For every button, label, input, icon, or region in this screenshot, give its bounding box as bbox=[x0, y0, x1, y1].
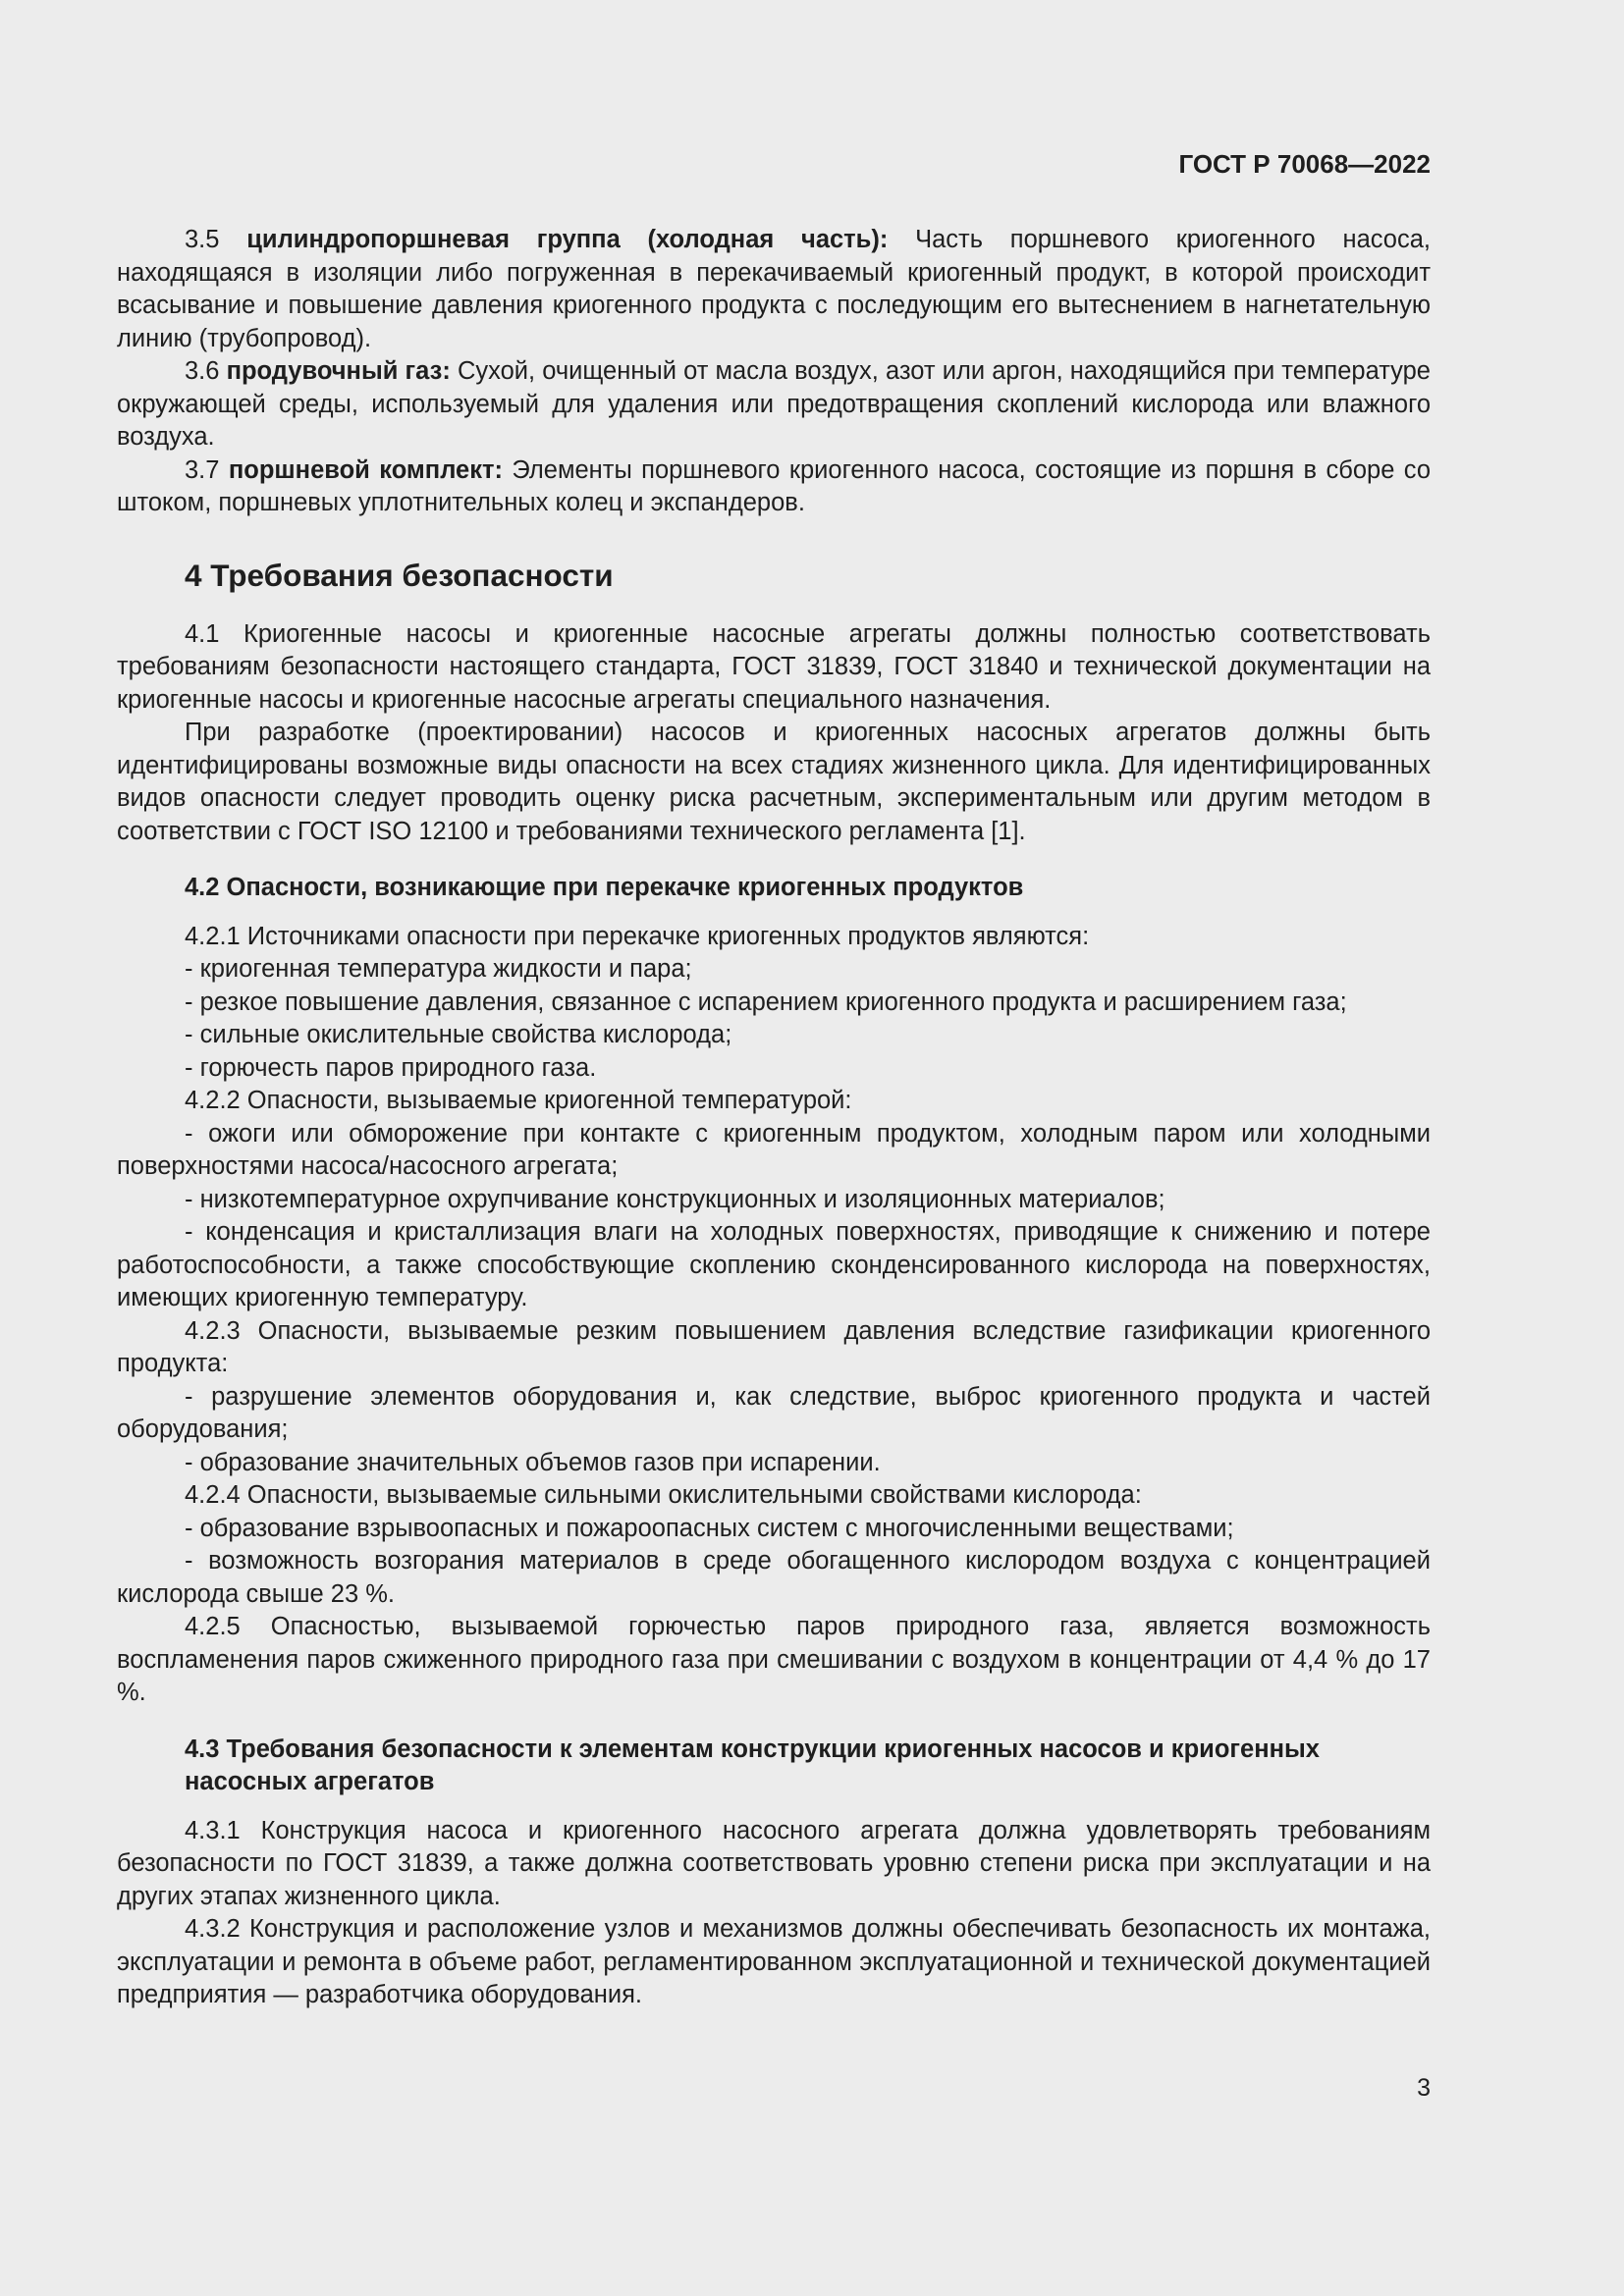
clause-number: 3.7 bbox=[185, 455, 220, 484]
list-item: - горючесть паров природного газа. bbox=[185, 1053, 597, 1082]
list-item: - низкотемпературное охрупчивание конструкционных и изоляционных материалов; bbox=[185, 1185, 1165, 1213]
list-item: - образование взрывоопасных и пожароопасных систем с многочисленными веществами; bbox=[185, 1514, 1234, 1542]
subsection-title-4-3: 4.3 Требования безопасности к элементам конструкции криогенных насосов и криогенных насосных агрегатов bbox=[185, 1735, 1320, 1795]
list-item: - возможность возгорания материалов в среде обогащенного кислородом воздуха с концентрацией кислорода свыше 23 %. bbox=[117, 1547, 1431, 1608]
paragraph-4-1: 4.1 Криогенные насосы и криогенные насосные агрегаты должны полностью соответствовать требованиям безопасности настоящего стандарта, ГОСТ 31839, ГОСТ 31840 и технической документации на криогенные насосы и криогенные насосные агрегаты специального назначения. bbox=[117, 619, 1431, 714]
list-item: - сильные окислительные свойства кислорода; bbox=[185, 1021, 732, 1048]
page-number: 3 bbox=[1417, 2074, 1431, 2102]
definition-3-6 bbox=[117, 355, 1431, 454]
paragraph: 4.2.1 Источниками опасности при перекачке криогенных продуктов являются: bbox=[185, 922, 1090, 950]
definition-text: Часть поршневого криогенного насоса, находящаяся в изоляции либо погруженная в перекачиваемый криогенный продукт, в которой происходит всасывание и повышение давления криогенного продукта с последующим его вытеснением в нагнетательную линию (трубопровод). bbox=[117, 226, 1431, 352]
document-body bbox=[117, 224, 1431, 2012]
term: поршневой комплект: bbox=[228, 455, 503, 484]
paragraph: 4.3.1 Конструкция насоса и криогенного насосного агрегата должна удовлетворять требованиям безопасности по ГОСТ 31839, а также должна соответствовать уровню степени риска при эксплуатации и на других этапах жизненного цикла. bbox=[117, 1816, 1431, 1910]
paragraph: 4.3.2 Конструкция и расположение узлов и механизмов должны обеспечивать безопасность их монтажа, эксплуатации и ремонта в объеме работ, регламентированном эксплуатационной и технической документацией предприятия — разработчика оборудования. bbox=[117, 1915, 1431, 2008]
term: цилиндропоршневая группа (холодная часть): bbox=[246, 226, 889, 253]
paragraph: 4.2.3 Опасности, вызываемые резким повышением давления вследствие газификации криогенного продукта: bbox=[117, 1316, 1431, 1377]
subsection-title-4-2: 4.2 Опасности, возникающие при перекачке криогенных продуктов bbox=[185, 874, 1024, 901]
list-item: - конденсация и кристаллизация влаги на холодных поверхностях, приводящие к снижению и потере работоспособности, а также способствующие скоплению сконденсированного кислорода на поверхностях, имеющих криогенную температуру. bbox=[117, 1218, 1431, 1311]
term: продувочный газ: bbox=[226, 357, 451, 385]
list-item: - разрушение элементов оборудования и, как следствие, выброс криогенного продукта и частей оборудования; bbox=[117, 1382, 1431, 1443]
list-item: - криогенная температура жидкости и пара; bbox=[185, 955, 692, 983]
paragraph-4-1-continued: При разработке (проектировании) насосов и криогенных насосных агрегатов должны быть идентифицированы возможные виды опасности на всех стадиях жизненного цикла. Для идентифицированных видов опасности следует проводить оценку риска расчетным, экспериментальным или другим методом в соответствии с ГОСТ ISO 12100 и требованиями технического регламента [1]. bbox=[117, 719, 1431, 845]
list-item: - образование значительных объемов газов при испарении. bbox=[185, 1448, 881, 1476]
paragraph: 4.2.4 Опасности, вызываемые сильными окислительными свойствами кислорода: bbox=[185, 1481, 1142, 1509]
list-item: - резкое повышение давления, связанное с испарением криогенного продукта и расширением газа; bbox=[185, 988, 1347, 1016]
paragraph: 4.2.2 Опасности, вызываемые криогенной температурой: bbox=[185, 1087, 852, 1114]
list-item: - ожоги или обморожение при контакте с криогенным продуктом, холодным паром или холодными поверхностями насоса/насосного агрегата; bbox=[117, 1119, 1431, 1180]
document-code: ГОСТ Р 70068—2022 bbox=[1178, 149, 1431, 179]
section-title-4: 4 Требования безопасности bbox=[185, 557, 614, 593]
paragraph: 4.2.5 Опасностью, вызываемой горючестью паров природного газа, является возможность воспламенения паров сжиженного природного газа при смешивании с воздухом в концентрации от 4,4 % до 17 %. bbox=[117, 1613, 1431, 1706]
clause-number: 3.5 bbox=[185, 226, 220, 253]
clause-number: 3.6 bbox=[185, 357, 220, 385]
definition-3-5 bbox=[117, 224, 1431, 355]
definition-text: Сухой, очищенный от масла воздух, азот или аргон, находящийся при температуре окружающей среды, используемый для удаления или предотвращения скоплений кислорода или влажного воздуха. bbox=[117, 357, 1431, 451]
definition-3-7 bbox=[117, 454, 1431, 520]
definition-text: Элементы поршневого криогенного насоса, состоящие из поршня в сборе со штоком, поршневых уплотнительных колец и экспандеров. bbox=[117, 455, 1432, 516]
